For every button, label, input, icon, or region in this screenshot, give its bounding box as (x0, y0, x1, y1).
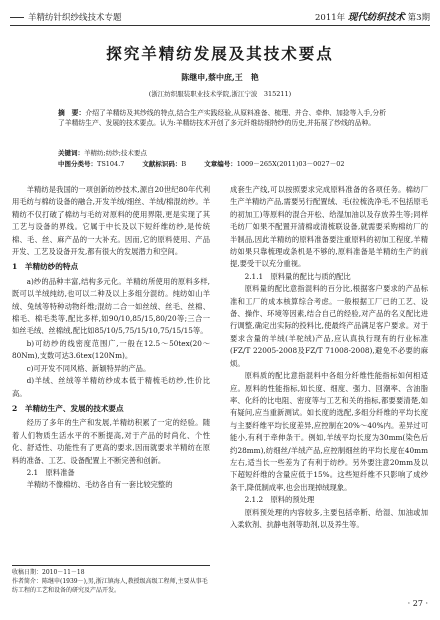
feature-a: a)纱的品种丰富,结构多元化。羊精纺所使用的原料多样,既可以羊绒纯纺,也可以二种及以上多组分混纺。纯纺如山羊绒、兔绒等特种动物纤维;混纺二合一如丝绒、丝毛、丝棉、棉毛、棉毛类等,配比多样,如90/10,85/15,80/20等;三合一如丝毛绒、丝棉绒,配比如85/10/5,75/15/10,75/15/15等。 (12, 276, 210, 336)
article-number: 文章编号：1009－265X(2011)03－0027－02 (204, 160, 345, 168)
page-number: · 27 · (407, 599, 428, 608)
right-column (230, 184, 428, 531)
footnote (12, 565, 210, 595)
issue-year: 2011年 (315, 13, 346, 23)
pretreatment-paragraph: 原料预处理的内容较多,主要包括牵断、给湿、加油或加入柔软剂、抗静电剂等助剂,以及养生等。 (230, 507, 428, 529)
author-bio: 作者简介：陈继申(1939－),男,浙江镇海人,教授级高级工程师,主要从事毛纺工程的工艺和设备的研究及产品开发。 (12, 578, 208, 594)
journal-name: 现代纺织技术 (347, 12, 405, 23)
section-name: 羊精纺针织纱线技术专题 (28, 13, 122, 23)
ratio-paragraph-2: 原料质的配比意指混料中各组分纤维性能指标如何相适应。原料的性能指标,如长度、细度、强力、回潮率、含油脂率、化纤的比电阻、密度等与工艺和关的指标,都要要清楚,如有疑问,应当重新测试。如长度的选配,多组分纤维的平均长度与主要纤维平均长度差异,应控制在20%～40%内。差异过可能小,有利于牵伸条干。例如,羊绒平均长度为30mm(染色后约28mm),纺细丝/羊绒产品,应控制细丝的平均长度在40mm左右,适当长一些差为了有利于纺纱。另外要注意20mm及以下超短纤维的含量应低于15%。这些短纤维不只影响了成纱条干,降低制成率,也会出现掉绒现象。 (230, 371, 428, 492)
feature-b: b)可纺纱的线密度范围广,一般在12.5～50tex(20～80Nm),支数可达3.6tex(120Nm)。 (12, 338, 210, 361)
article-title: 探究羊精纺发展及其技术要点 (106, 44, 334, 63)
left-column (12, 184, 210, 492)
document-code: 文献标识码：B (142, 160, 187, 168)
feature-d: d)羊绒、丝绒等羊精纺纱成本低于精梳毛纺纱,性价比高。 (12, 376, 210, 398)
section-heading-2: 2 羊精纺生产、发展的技术要点 (12, 403, 124, 413)
author-affiliation: (浙江纺织服装职业技术学院,浙江宁波 315211) (148, 90, 292, 98)
keywords (58, 148, 386, 157)
abstract-label: 摘 要： (58, 109, 86, 117)
clc-number: 中图分类号：TS104.7 (58, 160, 125, 168)
article-authors: 陈继申,蔡中庶,王 艳 (181, 72, 259, 82)
issue-info (315, 9, 430, 23)
issue-number: 第3期 (407, 13, 430, 23)
header-dash (10, 17, 24, 18)
keywords-text: 羊精纺;纺纱;技术要点 (84, 149, 147, 157)
section-label (10, 11, 122, 23)
continued-paragraph: 成套生产线,可以按照要求完成原料准备的各项任务。棉纺厂生产羊精纺产品,需要另行配置绒、毛(拉梳洗净毛,不包括原毛的初加工)等原料的混合开松、给湿加油以及存放养生等;同样毛纺厂如果不配置开清棉或清梳联设备,就需要采购棉纺厂的半制品,因此羊精纺的原料准备要注重原料的初加工程度,羊精纺如果只靠梳理或条机是不够的,原料准备是羊精纺生产的前提,要受干以充分重视。 (230, 185, 428, 269)
received-date: 收稿日期：2010－11－18 (12, 569, 85, 576)
ratio-paragraph-1: 原料量的配比意指混料的百分比,根据客户要求的产品标准和工厂的成本核算综合考虑。一般根据工厂已的工艺、设备、操作、环境等因素,结合自己的经验,对产品的名义配比进行调整,确定出实际的投料比,使最终产品满足客户要求。对于要求含量的羊绒(羊驼绒)产品,应认真执行现有的行业标准(FZ/T 22005-2008及FZ/T 71008-2008),避免不必要的麻烦。 (230, 284, 428, 368)
feature-c: c)可开发不同风格、新颖特异的产品。 (26, 363, 151, 373)
section-2-1-paragraph: 羊精纺不像棉纺、毛纺各自有一套比较完整的 (26, 480, 173, 490)
intro-paragraph: 羊精纺是我国的一项创新纺纱技术,源自20世纪80年代利用毛纺与棉纺设备的融合,开发羊绒/细丝、羊绒/棉混纺纱。羊精纺不仅打破了棉纺与毛纺对原料的使用界限,更是实现了其工艺与设备的界线。它属于中长及以下短纤维纺纱,是传统棉、毛、丝、麻产品的一大补充。因而,它的原料使用、产品开发、工艺及设备开发,都有很大的发展潜力和空间。 (12, 185, 210, 257)
section-heading-1: 1 羊精纺纱的特点 (12, 262, 79, 272)
running-header (10, 8, 430, 26)
keywords-label: 关键词： (58, 149, 84, 157)
abstract (58, 108, 386, 128)
subsection-heading-2-1-2: 2.1.2 原料的预处理 (244, 495, 315, 505)
abstract-text: 介绍了羊精纺及其纱线的特点,结合生产实践经验,从原料准备、梳理、并合、牵伸、加捻等入手,分析了羊精纺生产、发展的技术要点。认为:羊精纺技术开创了多元纤维纺细特纱的历史,并拓展了纱线的品种。 (58, 109, 386, 127)
section-2-paragraph: 经历了多年的生产和发展,羊精纺积累了一定的经验。随着人们物质生活水平的不断提高,对于产品的时尚化、个性化、舒适性、功能性有了更高的要求,因而就要求羊精纺在原料的准备、工艺、设备配置上不断完善和创新。 (12, 418, 210, 465)
subsection-heading-2-1: 2.1 原料准备 (26, 467, 75, 477)
classification-row (58, 159, 386, 168)
subsection-heading-2-1-1: 2.1.1 原料量的配比与质的配比 (244, 271, 351, 281)
